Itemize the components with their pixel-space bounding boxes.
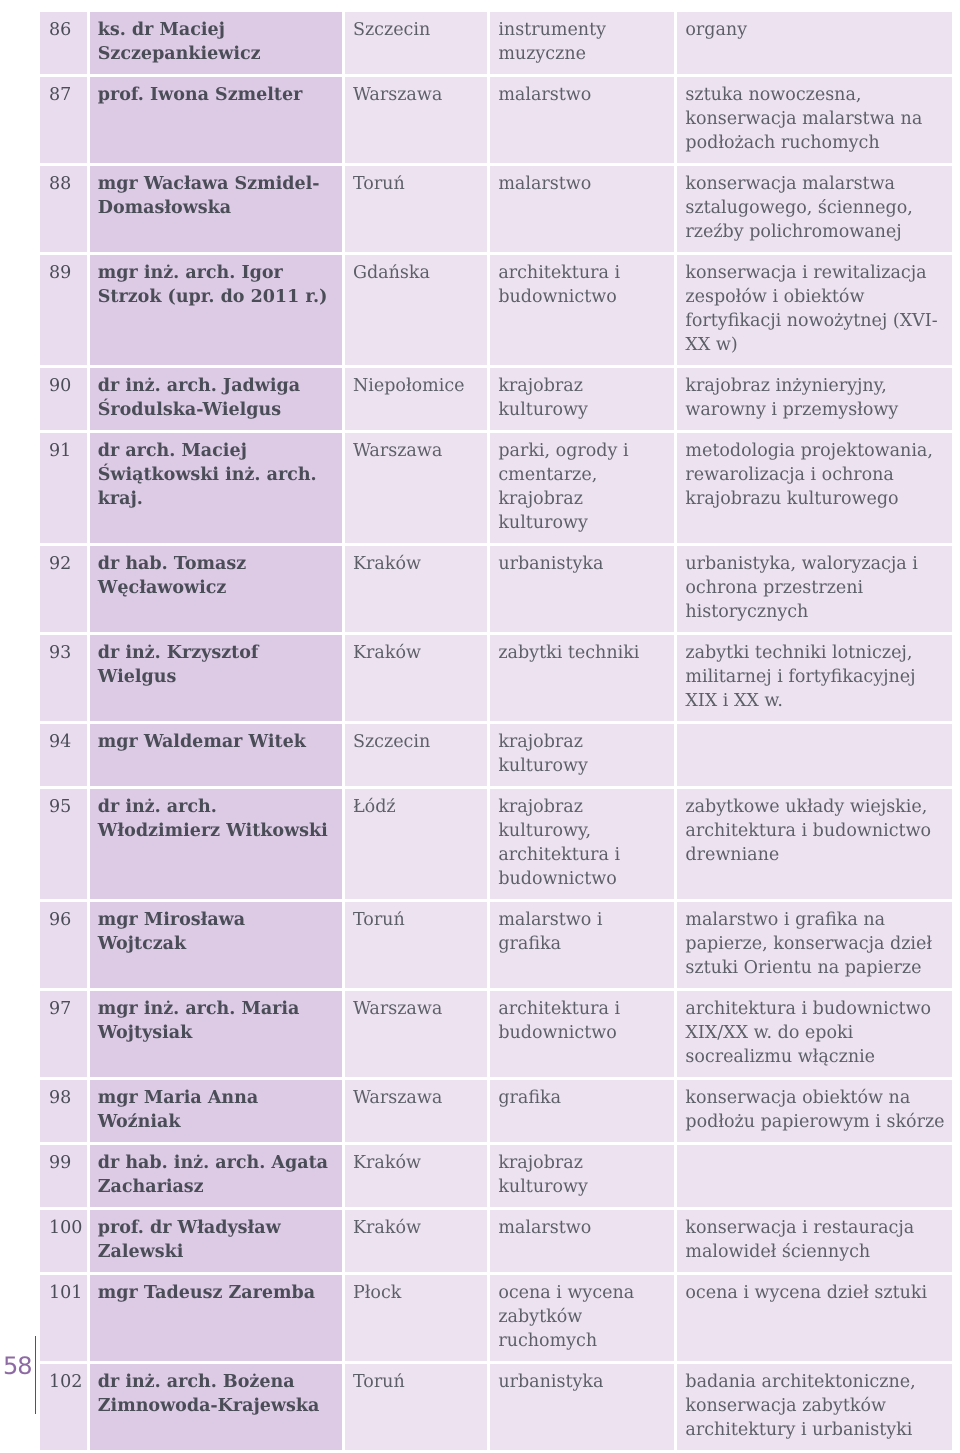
table-row [40,1080,952,1142]
expert-city: Gdańska [345,255,487,365]
row-number: 93 [40,635,87,721]
table-row [40,1275,952,1361]
expert-name: mgr inż. arch. Maria Wojtysiak [90,991,342,1077]
expert-field: malarstwo i grafika [490,902,674,988]
expert-city: Szczecin [345,724,487,786]
expert-field: malarstwo [490,77,674,163]
expert-field: malarstwo [490,1210,674,1272]
expert-city: Toruń [345,1364,487,1450]
row-number: 97 [40,991,87,1077]
row-number: 102 [40,1364,87,1450]
expert-name: prof. dr Władysław Zalewski [90,1210,342,1272]
expert-city: Toruń [345,902,487,988]
experts-table [37,9,955,1453]
expert-city: Szczecin [345,12,487,74]
expert-field: grafika [490,1080,674,1142]
expert-name: dr hab. inż. arch. Agata Zachariasz [90,1145,342,1207]
expert-city: Płock [345,1275,487,1361]
table-row [40,77,952,163]
expert-name: dr inż. arch. Jadwiga Środulska-Wielgus [90,368,342,430]
table-row [40,546,952,632]
table-row [40,166,952,252]
expert-name: mgr Wacława Szmidel-Domasłowska [90,166,342,252]
table-row [40,1145,952,1207]
expert-specialization [677,1145,952,1207]
table-row [40,724,952,786]
expert-field: instrumenty muzyczne [490,12,674,74]
expert-name: mgr inż. arch. Igor Strzok (upr. do 2011 r.) [90,255,342,365]
expert-city: Kraków [345,635,487,721]
expert-specialization: konserwacja malarstwa sztalugowego, ściennego, rzeźby polichromowanej [677,166,952,252]
expert-name: ks. dr Maciej Szczepankiewicz [90,12,342,74]
row-number: 100 [40,1210,87,1272]
row-number: 96 [40,902,87,988]
expert-name: prof. Iwona Szmelter [90,77,342,163]
expert-specialization: ocena i wycena dzieł sztuki [677,1275,952,1361]
expert-specialization: zabytki techniki lotniczej, militarnej i fortyfikacyjnej XIX i XX w. [677,635,952,721]
expert-specialization: zabytkowe układy wiejskie, architektura i budownictwo drewniane [677,789,952,899]
expert-city: Toruń [345,166,487,252]
expert-field: zabytki techniki [490,635,674,721]
row-number: 101 [40,1275,87,1361]
expert-specialization: konserwacja i rewitalizacja zespołów i obiektów fortyfikacji nowożytnej (XVI-XX w) [677,255,952,365]
expert-specialization: architektura i budownictwo XIX/XX w. do epoki socrealizmu włącznie [677,991,952,1077]
table-row [40,368,952,430]
expert-specialization: sztuka nowoczesna, konserwacja malarstwa na podłożach ruchomych [677,77,952,163]
expert-field: ocena i wycena zabytków ruchomych [490,1275,674,1361]
row-number: 89 [40,255,87,365]
table-row [40,789,952,899]
expert-specialization: metodologia projektowania, rewarolizacja i ochrona krajobrazu kulturowego [677,433,952,543]
expert-field: urbanistyka [490,546,674,632]
expert-specialization [677,724,952,786]
expert-name: dr inż. Krzysztof Wielgus [90,635,342,721]
row-number: 98 [40,1080,87,1142]
expert-city: Warszawa [345,1080,487,1142]
expert-specialization: malarstwo i grafika na papierze, konserwacja dzieł sztuki Orientu na papierze [677,902,952,988]
row-number: 90 [40,368,87,430]
expert-specialization: konserwacja obiektów na podłożu papierowym i skórze [677,1080,952,1142]
table-row [40,902,952,988]
row-number: 95 [40,789,87,899]
expert-city: Kraków [345,546,487,632]
expert-field: krajobraz kulturowy [490,1145,674,1207]
expert-city: Warszawa [345,433,487,543]
table-row [40,635,952,721]
expert-field: urbanistyka [490,1364,674,1450]
expert-field: krajobraz kulturowy [490,724,674,786]
row-number: 91 [40,433,87,543]
expert-name: dr arch. Maciej Świątkowski inż. arch. kraj. [90,433,342,543]
expert-specialization: urbanistyka, waloryzacja i ochrona przestrzeni historycznych [677,546,952,632]
expert-name: mgr Mirosława Wojtczak [90,902,342,988]
row-number: 92 [40,546,87,632]
expert-field: parki, ogrody i cmentarze, krajobraz kulturowy [490,433,674,543]
expert-city: Niepołomice [345,368,487,430]
expert-specialization: krajobraz inżynieryjny, warowny i przemysłowy [677,368,952,430]
page-number: 58 [3,1352,32,1380]
expert-specialization: organy [677,12,952,74]
row-number: 88 [40,166,87,252]
table-row [40,12,952,74]
expert-field: krajobraz kulturowy [490,368,674,430]
row-number: 94 [40,724,87,786]
expert-city: Kraków [345,1145,487,1207]
expert-city: Warszawa [345,77,487,163]
expert-city: Kraków [345,1210,487,1272]
expert-name: mgr Waldemar Witek [90,724,342,786]
expert-specialization: badania architektoniczne, konserwacja zabytków architektury i urbanistyki [677,1364,952,1450]
table-row [40,1210,952,1272]
expert-name: dr hab. Tomasz Węcławowicz [90,546,342,632]
table-row [40,255,952,365]
expert-field: architektura i budownictwo [490,991,674,1077]
expert-field: architektura i budownictwo [490,255,674,365]
expert-specialization: konserwacja i restauracja malowideł ściennych [677,1210,952,1272]
row-number: 99 [40,1145,87,1207]
row-number: 86 [40,12,87,74]
experts-table-body [40,12,952,1450]
expert-field: malarstwo [490,166,674,252]
table-row [40,433,952,543]
expert-name: mgr Tadeusz Zaremba [90,1275,342,1361]
table-row [40,1364,952,1450]
expert-name: mgr Maria Anna Woźniak [90,1080,342,1142]
expert-field: krajobraz kulturowy, architektura i budownictwo [490,789,674,899]
expert-city: Łódź [345,789,487,899]
table-row [40,991,952,1077]
expert-name: dr inż. arch. Bożena Zimnowoda-Krajewska [90,1364,342,1450]
expert-name: dr inż. arch. Włodzimierz Witkowski [90,789,342,899]
row-number: 87 [40,77,87,163]
page-number-rule [35,1336,36,1414]
expert-city: Warszawa [345,991,487,1077]
